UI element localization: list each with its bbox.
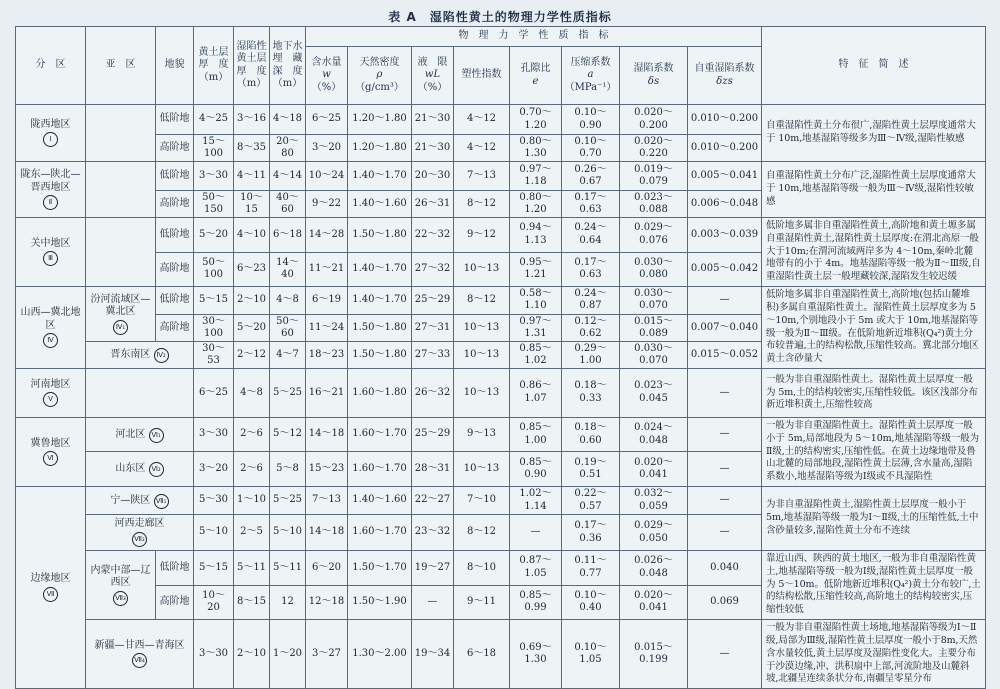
cell-thickness: 5～15 (194, 287, 234, 315)
table-row (16, 487, 986, 515)
cell-moisture: 11～21 (306, 252, 348, 287)
subregion-cell: 汾河流域区—冀北区 Ⅳ₁ (86, 287, 156, 342)
cell-thickness: 10～20 (194, 585, 234, 620)
header-phys-group: 物 理 力 学 性 质 指 标 (306, 27, 762, 47)
cell-collapsible-thickness: 2～12 (234, 342, 270, 369)
cell-thickness: 4～25 (194, 105, 234, 135)
landform-cell: 高阶地 (156, 135, 194, 162)
cell-thickness: 50～100 (194, 252, 234, 287)
cell-self-collapse-coef: — (688, 417, 762, 452)
cell-density: 1.40～1.60 (348, 191, 412, 218)
header-groundwater-depth: 地下水 埋 藏 深 度 （m） (270, 27, 306, 105)
region-cell: 冀鲁地区 Ⅵ (16, 417, 86, 486)
subregion-cell: 宁—陕区 Ⅶ₁ (86, 487, 194, 515)
cell-plasticity: 10～13 (454, 368, 510, 417)
subregion-cell: 晋东南区 Ⅳ₂ (86, 342, 194, 369)
cell-groundwater: 14～40 (270, 252, 306, 287)
header-compress: 压缩系数 a （MPa⁻¹） (562, 47, 620, 105)
cell-density: 1.60～1.70 (348, 452, 412, 487)
cell-groundwater: 5～11 (270, 551, 306, 586)
cell-plasticity: 6～18 (454, 620, 510, 689)
cell-compress: 0.19～0.51 (562, 452, 620, 487)
cell-groundwater: 4～18 (270, 105, 306, 135)
cell-moisture: 6～19 (306, 287, 348, 315)
cell-collapsible-thickness: 4～11 (234, 162, 270, 191)
cell-self-collapse-coef: 0.010～0.200 (688, 135, 762, 162)
cell-plasticity: 10～13 (454, 252, 510, 287)
subregion-cell: 河西走廊区 Ⅶ₂ (86, 515, 194, 551)
region-cell: 河南地区 Ⅴ (16, 368, 86, 417)
cell-liquid-limit: 19～27 (412, 551, 454, 586)
cell-plasticity: 8～10 (454, 551, 510, 586)
features-cell: 为非自重湿陷性黄土,湿陷性黄土层厚度一般小于5m,地基湿陷等级一般为Ⅰ～Ⅱ级,土的压缩性低,土中含砂量较多,湿陷性黄土分布不连续 (762, 487, 986, 551)
cell-density: 1.50～1.80 (348, 342, 412, 369)
table-row (16, 218, 986, 253)
cell-compress: 0.18～0.33 (562, 368, 620, 417)
cell-density: 1.60～1.80 (348, 368, 412, 417)
cell-self-collapse-coef: — (688, 620, 762, 689)
cell-thickness: 5～10 (194, 515, 234, 551)
cell-compress: 0.24～0.64 (562, 218, 620, 253)
region-cell: 陇西地区 Ⅰ (16, 105, 86, 162)
features-cell: 自重湿陷性黄土分布很广,湿陷性黄土层厚度通常大于 10m,地基湿陷等级多为Ⅲ～Ⅳ级,湿陷性敏感 (762, 105, 986, 162)
cell-liquid-limit: 19～34 (412, 620, 454, 689)
cell-collapse-coef: 0.024～0.048 (620, 417, 688, 452)
cell-groundwater: 6～18 (270, 218, 306, 253)
cell-liquid-limit: 23～32 (412, 515, 454, 551)
cell-collapse-coef: 0.030～0.070 (620, 287, 688, 315)
cell-void-ratio: 0.80～1.30 (510, 135, 562, 162)
cell-collapse-coef: 0.029～0.076 (620, 218, 688, 253)
features-cell: 低阶地多属非自重湿陷性黄土,高阶地和黄土塬多属自重湿陷性黄土,湿陷性黄土层厚度:在渭北高原一般大于10m;在渭河流域两岸多为 4～10m,秦岭北麓地带有的小于 4m。地基湿陷等级一般为Ⅱ～Ⅲ级,自重湿陷性黄土层一般埋藏较深,湿陷发生较迟缓 (762, 218, 986, 287)
cell-moisture: 14～18 (306, 417, 348, 452)
cell-plasticity: 8～12 (454, 287, 510, 315)
cell-plasticity: 8～12 (454, 515, 510, 551)
cell-thickness: 5～20 (194, 218, 234, 253)
cell-moisture: 18～23 (306, 342, 348, 369)
cell-compress: 0.17～0.63 (562, 252, 620, 287)
cell-moisture: 7～13 (306, 487, 348, 515)
cell-thickness: 5～15 (194, 551, 234, 586)
region-cell: 关中地区 Ⅲ (16, 218, 86, 287)
cell-groundwater: 5～25 (270, 368, 306, 417)
cell-collapse-coef: 0.015～0.089 (620, 314, 688, 342)
cell-compress: 0.17～0.36 (562, 515, 620, 551)
cell-collapsible-thickness: 8～15 (234, 585, 270, 620)
cell-groundwater: 4～14 (270, 162, 306, 191)
cell-liquid-limit: 20～30 (412, 162, 454, 191)
cell-thickness: 3～30 (194, 620, 234, 689)
cell-self-collapse-coef: — (688, 487, 762, 515)
header-void-ratio: 孔隙比 e (510, 47, 562, 105)
cell-self-collapse-coef: — (688, 368, 762, 417)
cell-density: 1.20～1.80 (348, 135, 412, 162)
cell-plasticity: 10～13 (454, 314, 510, 342)
cell-liquid-limit: — (412, 585, 454, 620)
cell-void-ratio: 0.69～1.30 (510, 620, 562, 689)
cell-density: 1.50～1.80 (348, 218, 412, 253)
subregion-cell: 河北区 Ⅵ₁ (86, 417, 194, 452)
cell-compress: 0.10～0.90 (562, 105, 620, 135)
cell-density: 1.40～1.70 (348, 162, 412, 191)
landform-cell: 低阶地 (156, 105, 194, 135)
cell-groundwater: 5～10 (270, 515, 306, 551)
cell-collapsible-thickness: 1～10 (234, 487, 270, 515)
cell-groundwater: 40～60 (270, 191, 306, 218)
cell-liquid-limit: 21～30 (412, 105, 454, 135)
cell-collapsible-thickness: 2～10 (234, 620, 270, 689)
cell-liquid-limit: 27～33 (412, 342, 454, 369)
subregion-cell (86, 162, 156, 218)
region-cell: 边缘地区 Ⅶ (16, 487, 86, 689)
cell-groundwater: 5～25 (270, 487, 306, 515)
cell-self-collapse-coef: 0.069 (688, 585, 762, 620)
header-liquid-limit: 液 限 wL （%） (412, 47, 454, 105)
table-row (16, 287, 986, 315)
cell-self-collapse-coef: 0.005～0.042 (688, 252, 762, 287)
cell-void-ratio: 0.85～1.02 (510, 342, 562, 369)
cell-liquid-limit: 25～29 (412, 287, 454, 315)
cell-collapsible-thickness: 2～5 (234, 515, 270, 551)
cell-self-collapse-coef: 0.040 (688, 551, 762, 586)
table-row (16, 368, 986, 417)
features-cell: 靠近山西、陕西的黄土地区,一般为非自重湿陷性黄土,地基湿陷等级一般为Ⅰ级,湿陷性黄土层厚度一般为 5～10m。低阶地新近堆积(Q₄²)黄土分布较广,土的结构松散,压缩性较高,高阶地土的结构较密实,压缩性较低 (762, 551, 986, 620)
cell-void-ratio: — (510, 515, 562, 551)
cell-groundwater: 20～80 (270, 135, 306, 162)
cell-moisture: 3～20 (306, 135, 348, 162)
cell-thickness: 50～150 (194, 191, 234, 218)
cell-self-collapse-coef: — (688, 452, 762, 487)
cell-moisture: 14～28 (306, 218, 348, 253)
cell-void-ratio: 0.85～1.00 (510, 417, 562, 452)
cell-self-collapse-coef: 0.006～0.048 (688, 191, 762, 218)
cell-liquid-limit: 26～31 (412, 191, 454, 218)
landform-cell: 低阶地 (156, 287, 194, 315)
cell-liquid-limit: 22～32 (412, 218, 454, 253)
cell-liquid-limit: 25～29 (412, 417, 454, 452)
cell-self-collapse-coef: — (688, 515, 762, 551)
cell-moisture: 9～22 (306, 191, 348, 218)
region-cell: 陇东—陕北—晋西地区 Ⅱ (16, 162, 86, 218)
cell-density: 1.60～1.70 (348, 515, 412, 551)
cell-compress: 0.18～0.60 (562, 417, 620, 452)
landform-cell: 低阶地 (156, 218, 194, 253)
cell-collapse-coef: 0.023～0.088 (620, 191, 688, 218)
landform-cell: 低阶地 (156, 162, 194, 191)
cell-moisture: 15～23 (306, 452, 348, 487)
header-collapsible-thickness: 湿陷性 黄土层 厚 度 （m） (234, 27, 270, 105)
cell-collapse-coef: 0.019～0.079 (620, 162, 688, 191)
cell-groundwater: 12 (270, 585, 306, 620)
cell-compress: 0.26～0.67 (562, 162, 620, 191)
cell-collapse-coef: 0.020～0.200 (620, 105, 688, 135)
cell-self-collapse-coef: 0.005～0.041 (688, 162, 762, 191)
cell-void-ratio: 0.70～1.20 (510, 105, 562, 135)
cell-void-ratio: 0.95～1.21 (510, 252, 562, 287)
landform-cell: 低阶地 (156, 551, 194, 586)
cell-density: 1.50～1.90 (348, 585, 412, 620)
cell-thickness: 30～53 (194, 342, 234, 369)
cell-density: 1.20～1.80 (348, 105, 412, 135)
cell-collapsible-thickness: 3～16 (234, 105, 270, 135)
cell-void-ratio: 0.87～1.05 (510, 551, 562, 586)
cell-collapsible-thickness: 10～15 (234, 191, 270, 218)
cell-collapsible-thickness: 2～10 (234, 287, 270, 315)
loess-properties-table (15, 26, 986, 689)
cell-collapsible-thickness: 5～20 (234, 314, 270, 342)
cell-moisture: 11～24 (306, 314, 348, 342)
cell-moisture: 6～20 (306, 551, 348, 586)
table-title: 表 A 湿陷性黄土的物理力学性质指标 (388, 10, 612, 24)
cell-density: 1.40～1.70 (348, 287, 412, 315)
features-cell: 自重湿陷性黄土分布广泛,湿陷性黄土层厚度通常大于 10m,地基湿陷等级一般为Ⅲ～Ⅳ级,湿陷性较敏感 (762, 162, 986, 218)
cell-plasticity: 10～13 (454, 452, 510, 487)
subregion-cell (86, 368, 194, 417)
header-collapse-coef: 湿陷系数 δs (620, 47, 688, 105)
header-moisture: 含水量 w （%） (306, 47, 348, 105)
cell-self-collapse-coef: — (688, 287, 762, 315)
table-row (16, 105, 986, 135)
subregion-cell: 山东区 Ⅵ₂ (86, 452, 194, 487)
cell-density: 1.50～1.80 (348, 314, 412, 342)
cell-thickness: 3～30 (194, 162, 234, 191)
cell-plasticity: 9～12 (454, 218, 510, 253)
cell-void-ratio: 0.86～1.07 (510, 368, 562, 417)
cell-groundwater: 4～7 (270, 342, 306, 369)
header-subregion: 亚 区 (86, 27, 156, 105)
cell-density: 1.50～1.70 (348, 551, 412, 586)
cell-collapse-coef: 0.020～0.220 (620, 135, 688, 162)
cell-collapse-coef: 0.015～0.199 (620, 620, 688, 689)
cell-groundwater: 1～20 (270, 620, 306, 689)
cell-moisture: 16～21 (306, 368, 348, 417)
cell-compress: 0.17～0.63 (562, 191, 620, 218)
cell-density: 1.40～1.60 (348, 487, 412, 515)
cell-void-ratio: 0.85～0.90 (510, 452, 562, 487)
landform-cell: 高阶地 (156, 191, 194, 218)
cell-groundwater: 5～12 (270, 417, 306, 452)
cell-plasticity: 9～13 (454, 417, 510, 452)
cell-liquid-limit: 28～31 (412, 452, 454, 487)
cell-plasticity: 10～13 (454, 342, 510, 369)
cell-collapsible-thickness: 4～10 (234, 218, 270, 253)
features-cell: 一般为非自重湿陷性黄土。湿陷性黄土层厚度一般小于 5m,局部地段为 5～10m,地基湿陷等级一般为Ⅱ级,土的结构密实,压缩性低。在黄土边缘地带及鲁山北麓的局部地段,湿陷性黄土层薄,含水量高,湿陷系数小,地基湿陷等级为Ⅰ级或不具湿陷性 (762, 417, 986, 486)
header-features: 特 征 简 述 (762, 27, 986, 105)
landform-cell: 高阶地 (156, 585, 194, 620)
subregion-cell (86, 218, 156, 287)
cell-compress: 0.12～0.62 (562, 314, 620, 342)
cell-liquid-limit: 26～32 (412, 368, 454, 417)
features-cell: 一般为非自重湿陷性黄土。湿陷性黄土层厚度一般为 5m,土的结构较密实,压缩性较低。该区浅部分布新近堆积黄土,压缩性较高 (762, 368, 986, 417)
cell-collapse-coef: 0.030～0.080 (620, 252, 688, 287)
cell-collapse-coef: 0.023～0.045 (620, 368, 688, 417)
cell-moisture: 3～27 (306, 620, 348, 689)
cell-plasticity: 9～11 (454, 585, 510, 620)
subregion-cell: 新疆—甘西—青海区 Ⅶ₄ (86, 620, 194, 689)
cell-self-collapse-coef: 0.010～0.200 (688, 105, 762, 135)
cell-collapsible-thickness: 8～35 (234, 135, 270, 162)
cell-compress: 0.10～0.40 (562, 585, 620, 620)
cell-thickness: 6～25 (194, 368, 234, 417)
subregion-cell: 内蒙中部—辽西区 Ⅶ₃ (86, 551, 156, 620)
cell-compress: 0.29～1.00 (562, 342, 620, 369)
subregion-cell (86, 105, 156, 162)
cell-groundwater: 50～60 (270, 314, 306, 342)
cell-collapsible-thickness: 4～8 (234, 368, 270, 417)
cell-collapsible-thickness: 2～6 (234, 452, 270, 487)
cell-void-ratio: 0.97～1.18 (510, 162, 562, 191)
cell-thickness: 30～100 (194, 314, 234, 342)
table-row (16, 620, 986, 689)
cell-collapse-coef: 0.020～0.041 (620, 585, 688, 620)
cell-thickness: 3～30 (194, 417, 234, 452)
cell-liquid-limit: 22～27 (412, 487, 454, 515)
cell-plasticity: 7～10 (454, 487, 510, 515)
cell-plasticity: 7～13 (454, 162, 510, 191)
cell-groundwater: 5～8 (270, 452, 306, 487)
cell-density: 1.40～1.70 (348, 252, 412, 287)
header-self-collapse-coef: 自重湿陷系数 δzs (688, 47, 762, 105)
table-row (16, 417, 986, 452)
cell-collapse-coef: 0.030～0.070 (620, 342, 688, 369)
cell-collapsible-thickness: 5～11 (234, 551, 270, 586)
cell-liquid-limit: 27～31 (412, 314, 454, 342)
cell-moisture: 6～25 (306, 105, 348, 135)
cell-self-collapse-coef: 0.015～0.052 (688, 342, 762, 369)
cell-void-ratio: 0.58～1.10 (510, 287, 562, 315)
region-cell: 山西—冀北地区 Ⅳ (16, 287, 86, 369)
cell-liquid-limit: 21～30 (412, 135, 454, 162)
cell-self-collapse-coef: 0.007～0.040 (688, 314, 762, 342)
cell-collapse-coef: 0.020～0.041 (620, 452, 688, 487)
features-cell: 一般为非自重湿陷性黄土场地,地基湿陷等级为Ⅰ～Ⅱ级,局部为Ⅲ级,湿陷性黄土层厚度一般小于8m,天然含水量较低,黄土层厚度及湿陷性变化大。主要分布于沙漠边缘,冲、洪积扇中上部,河流阶地及山麓斜坡,北疆呈连续条状分布,南疆呈零星分布 (762, 620, 986, 689)
cell-groundwater: 4～8 (270, 287, 306, 315)
cell-moisture: 14～18 (306, 515, 348, 551)
header-region: 分 区 (16, 27, 86, 105)
cell-void-ratio: 0.85～0.99 (510, 585, 562, 620)
cell-compress: 0.22～0.57 (562, 487, 620, 515)
cell-plasticity: 8～12 (454, 191, 510, 218)
cell-density: 1.60～1.70 (348, 417, 412, 452)
cell-thickness: 15～100 (194, 135, 234, 162)
cell-density: 1.30～2.00 (348, 620, 412, 689)
features-cell: 低阶地多属非自重湿陷性黄土,高阶地(包括山麓堆积)多属自重湿陷性黄土。湿陷性黄土层厚度多为 5～10m,个别地段小于 5m 或大于 10m,地基湿陷等级一般为Ⅱ～Ⅲ级。在低阶地新近堆积(Q₄²)黄土分布较普遍,土的结构松散,压缩性较高。冀北部分地区黄土含砂量大 (762, 287, 986, 369)
header-loess-thickness: 黄土层 厚 度 （m） (194, 27, 234, 105)
cell-compress: 0.10～0.70 (562, 135, 620, 162)
landform-cell: 高阶地 (156, 314, 194, 342)
cell-collapse-coef: 0.026～0.048 (620, 551, 688, 586)
cell-collapsible-thickness: 6～23 (234, 252, 270, 287)
header-density: 天然密度 ρ （g/cm³） (348, 47, 412, 105)
cell-compress: 0.24～0.87 (562, 287, 620, 315)
cell-self-collapse-coef: 0.003～0.039 (688, 218, 762, 253)
cell-compress: 0.10～1.05 (562, 620, 620, 689)
header-landform: 地貌 (156, 27, 194, 105)
cell-void-ratio: 0.97～1.31 (510, 314, 562, 342)
cell-thickness: 3～20 (194, 452, 234, 487)
cell-liquid-limit: 27～32 (412, 252, 454, 287)
cell-moisture: 10～24 (306, 162, 348, 191)
cell-moisture: 12～18 (306, 585, 348, 620)
table-row (16, 162, 986, 191)
cell-compress: 0.11～0.77 (562, 551, 620, 586)
cell-collapse-coef: 0.032～0.059 (620, 487, 688, 515)
cell-collapsible-thickness: 2～6 (234, 417, 270, 452)
table-row (16, 551, 986, 586)
cell-void-ratio: 0.80～1.20 (510, 191, 562, 218)
landform-cell: 高阶地 (156, 252, 194, 287)
cell-plasticity: 4～12 (454, 105, 510, 135)
cell-void-ratio: 1.02～1.14 (510, 487, 562, 515)
header-plasticity: 塑性指数 (454, 47, 510, 105)
cell-thickness: 5～30 (194, 487, 234, 515)
cell-void-ratio: 0.94～1.13 (510, 218, 562, 253)
cell-collapse-coef: 0.029～0.050 (620, 515, 688, 551)
cell-plasticity: 4～12 (454, 135, 510, 162)
